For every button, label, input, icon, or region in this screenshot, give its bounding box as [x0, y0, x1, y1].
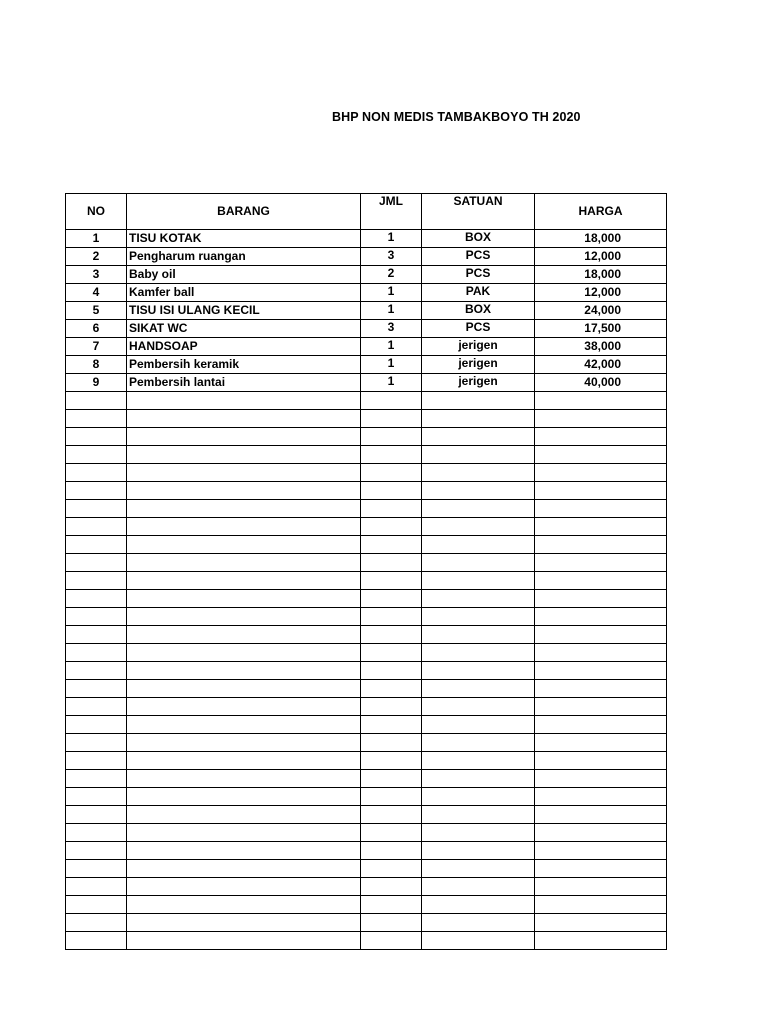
cell-satuan — [422, 392, 535, 410]
table-row — [66, 662, 667, 680]
cell-satuan — [422, 428, 535, 446]
cell-harga — [535, 626, 667, 644]
table-row — [66, 842, 667, 860]
cell-barang — [127, 932, 361, 950]
cell-satuan — [422, 608, 535, 626]
table-row — [66, 680, 667, 698]
cell-no — [66, 554, 127, 572]
cell-barang: TISU KOTAK — [127, 230, 361, 248]
cell-no — [66, 734, 127, 752]
table-row — [66, 608, 667, 626]
cell-jml — [361, 518, 422, 536]
cell-satuan — [422, 698, 535, 716]
cell-satuan: PCS — [422, 266, 535, 284]
table-row — [66, 284, 667, 302]
cell-no: 7 — [66, 338, 127, 356]
cell-harga — [535, 770, 667, 788]
cell-jml — [361, 482, 422, 500]
table-row — [66, 734, 667, 752]
cell-satuan — [422, 770, 535, 788]
cell-satuan — [422, 518, 535, 536]
cell-harga — [535, 752, 667, 770]
cell-barang — [127, 536, 361, 554]
cell-no — [66, 518, 127, 536]
cell-no: 4 — [66, 284, 127, 302]
table-row — [66, 392, 667, 410]
cell-barang — [127, 752, 361, 770]
cell-jml — [361, 806, 422, 824]
cell-no — [66, 752, 127, 770]
cell-harga — [535, 878, 667, 896]
cell-barang: Pembersih keramik — [127, 356, 361, 374]
cell-barang: Pengharum ruangan — [127, 248, 361, 266]
cell-jml — [361, 410, 422, 428]
cell-satuan — [422, 878, 535, 896]
cell-barang — [127, 788, 361, 806]
cell-jml — [361, 896, 422, 914]
cell-barang — [127, 860, 361, 878]
cell-harga — [535, 662, 667, 680]
cell-no — [66, 392, 127, 410]
cell-satuan: PAK — [422, 284, 535, 302]
cell-no — [66, 572, 127, 590]
items-table — [65, 193, 667, 950]
cell-barang — [127, 734, 361, 752]
cell-jml: 2 — [361, 266, 422, 284]
cell-jml — [361, 752, 422, 770]
table-row — [66, 500, 667, 518]
cell-barang — [127, 392, 361, 410]
cell-harga — [535, 806, 667, 824]
cell-barang — [127, 698, 361, 716]
cell-harga — [535, 914, 667, 932]
header-barang: BARANG — [127, 194, 361, 230]
cell-jml — [361, 590, 422, 608]
cell-satuan — [422, 716, 535, 734]
cell-no — [66, 644, 127, 662]
cell-jml — [361, 608, 422, 626]
cell-no — [66, 626, 127, 644]
table-row — [66, 572, 667, 590]
cell-barang — [127, 410, 361, 428]
cell-satuan — [422, 914, 535, 932]
cell-jml — [361, 572, 422, 590]
cell-satuan — [422, 500, 535, 518]
cell-harga — [535, 392, 667, 410]
cell-no — [66, 608, 127, 626]
header-satuan: SATUAN — [422, 194, 535, 230]
table-row — [66, 302, 667, 320]
cell-barang — [127, 662, 361, 680]
table-row — [66, 878, 667, 896]
cell-jml — [361, 770, 422, 788]
cell-satuan — [422, 410, 535, 428]
cell-jml: 1 — [361, 374, 422, 392]
cell-barang — [127, 626, 361, 644]
table-row — [66, 446, 667, 464]
cell-harga — [535, 572, 667, 590]
cell-barang — [127, 716, 361, 734]
table-row — [66, 320, 667, 338]
cell-no — [66, 464, 127, 482]
cell-satuan — [422, 824, 535, 842]
cell-satuan — [422, 842, 535, 860]
table-row — [66, 464, 667, 482]
cell-harga — [535, 500, 667, 518]
cell-jml — [361, 932, 422, 950]
cell-harga — [535, 932, 667, 950]
cell-barang — [127, 806, 361, 824]
cell-jml — [361, 680, 422, 698]
cell-satuan — [422, 662, 535, 680]
cell-jml — [361, 698, 422, 716]
cell-jml — [361, 446, 422, 464]
cell-barang — [127, 500, 361, 518]
cell-harga — [535, 860, 667, 878]
cell-barang — [127, 446, 361, 464]
cell-jml: 1 — [361, 284, 422, 302]
cell-harga — [535, 680, 667, 698]
cell-harga — [535, 734, 667, 752]
cell-harga: 12,000 — [535, 248, 667, 266]
cell-satuan — [422, 464, 535, 482]
table-row — [66, 356, 667, 374]
cell-harga — [535, 446, 667, 464]
cell-no: 5 — [66, 302, 127, 320]
cell-satuan: jerigen — [422, 338, 535, 356]
cell-no — [66, 878, 127, 896]
cell-no — [66, 698, 127, 716]
cell-harga: 17,500 — [535, 320, 667, 338]
cell-no — [66, 428, 127, 446]
cell-harga: 24,000 — [535, 302, 667, 320]
cell-harga — [535, 608, 667, 626]
cell-barang — [127, 590, 361, 608]
cell-harga — [535, 842, 667, 860]
cell-no: 8 — [66, 356, 127, 374]
cell-jml — [361, 716, 422, 734]
table-row — [66, 626, 667, 644]
table-row — [66, 338, 667, 356]
cell-satuan — [422, 788, 535, 806]
table-row — [66, 428, 667, 446]
cell-harga — [535, 428, 667, 446]
table-body — [66, 230, 667, 950]
table-row — [66, 914, 667, 932]
cell-harga: 42,000 — [535, 356, 667, 374]
cell-satuan — [422, 806, 535, 824]
cell-jml: 3 — [361, 320, 422, 338]
table-row — [66, 770, 667, 788]
cell-no — [66, 590, 127, 608]
cell-satuan: PCS — [422, 248, 535, 266]
cell-satuan — [422, 932, 535, 950]
table-row — [66, 932, 667, 950]
cell-jml: 1 — [361, 302, 422, 320]
cell-satuan: BOX — [422, 230, 535, 248]
cell-harga: 12,000 — [535, 284, 667, 302]
cell-barang — [127, 464, 361, 482]
document-title: BHP NON MEDIS TAMBAKBOYO TH 2020 — [332, 110, 581, 124]
table-row — [66, 716, 667, 734]
cell-barang — [127, 842, 361, 860]
cell-satuan — [422, 860, 535, 878]
cell-harga: 18,000 — [535, 230, 667, 248]
cell-no — [66, 860, 127, 878]
cell-jml — [361, 914, 422, 932]
table-row — [66, 698, 667, 716]
cell-no — [66, 410, 127, 428]
cell-barang — [127, 554, 361, 572]
cell-harga — [535, 644, 667, 662]
cell-barang: Pembersih lantai — [127, 374, 361, 392]
cell-no — [66, 680, 127, 698]
table-row — [66, 374, 667, 392]
table-row — [66, 554, 667, 572]
cell-no — [66, 842, 127, 860]
cell-jml — [361, 824, 422, 842]
cell-no: 2 — [66, 248, 127, 266]
cell-barang — [127, 518, 361, 536]
cell-satuan — [422, 572, 535, 590]
cell-barang — [127, 572, 361, 590]
header-harga: HARGA — [535, 194, 667, 230]
header-no: NO — [66, 194, 127, 230]
cell-no: 9 — [66, 374, 127, 392]
cell-barang: Kamfer ball — [127, 284, 361, 302]
cell-satuan — [422, 626, 535, 644]
cell-satuan — [422, 644, 535, 662]
cell-satuan: jerigen — [422, 356, 535, 374]
cell-jml — [361, 554, 422, 572]
cell-harga — [535, 716, 667, 734]
cell-barang: HANDSOAP — [127, 338, 361, 356]
cell-harga: 38,000 — [535, 338, 667, 356]
cell-satuan — [422, 896, 535, 914]
cell-harga — [535, 410, 667, 428]
table-header-row — [66, 194, 667, 230]
cell-no — [66, 536, 127, 554]
cell-jml — [361, 644, 422, 662]
table-row — [66, 824, 667, 842]
cell-harga — [535, 590, 667, 608]
cell-barang — [127, 824, 361, 842]
cell-jml — [361, 842, 422, 860]
cell-barang: SIKAT WC — [127, 320, 361, 338]
cell-jml: 1 — [361, 230, 422, 248]
cell-harga — [535, 554, 667, 572]
table-row — [66, 248, 667, 266]
cell-jml — [361, 500, 422, 518]
cell-no — [66, 932, 127, 950]
cell-jml — [361, 428, 422, 446]
table-row — [66, 806, 667, 824]
header-jml: JML — [361, 194, 422, 230]
table-row — [66, 860, 667, 878]
cell-satuan: BOX — [422, 302, 535, 320]
cell-no — [66, 446, 127, 464]
cell-barang — [127, 914, 361, 932]
cell-harga — [535, 536, 667, 554]
cell-barang — [127, 482, 361, 500]
table-row — [66, 410, 667, 428]
cell-jml: 1 — [361, 356, 422, 374]
cell-satuan — [422, 482, 535, 500]
cell-no — [66, 482, 127, 500]
cell-harga — [535, 482, 667, 500]
cell-no — [66, 806, 127, 824]
cell-jml — [361, 626, 422, 644]
cell-satuan: PCS — [422, 320, 535, 338]
cell-no: 3 — [66, 266, 127, 284]
table-row — [66, 266, 667, 284]
cell-jml — [361, 536, 422, 554]
cell-harga — [535, 698, 667, 716]
cell-jml — [361, 662, 422, 680]
table-row — [66, 590, 667, 608]
cell-harga — [535, 896, 667, 914]
cell-barang — [127, 896, 361, 914]
cell-barang: TISU ISI ULANG KECIL — [127, 302, 361, 320]
cell-harga — [535, 464, 667, 482]
table-row — [66, 536, 667, 554]
cell-barang: Baby oil — [127, 266, 361, 284]
cell-harga: 40,000 — [535, 374, 667, 392]
table-row — [66, 644, 667, 662]
cell-satuan: jerigen — [422, 374, 535, 392]
table-row — [66, 518, 667, 536]
table-row — [66, 230, 667, 248]
cell-jml — [361, 734, 422, 752]
cell-barang — [127, 644, 361, 662]
cell-satuan — [422, 680, 535, 698]
cell-satuan — [422, 446, 535, 464]
cell-no — [66, 824, 127, 842]
cell-barang — [127, 608, 361, 626]
cell-no — [66, 662, 127, 680]
table-row — [66, 482, 667, 500]
cell-barang — [127, 878, 361, 896]
cell-barang — [127, 770, 361, 788]
cell-jml — [361, 860, 422, 878]
cell-satuan — [422, 554, 535, 572]
cell-no — [66, 500, 127, 518]
cell-jml: 3 — [361, 248, 422, 266]
cell-no: 1 — [66, 230, 127, 248]
cell-satuan — [422, 536, 535, 554]
cell-satuan — [422, 590, 535, 608]
table-row — [66, 752, 667, 770]
cell-jml — [361, 464, 422, 482]
cell-jml — [361, 878, 422, 896]
table-row — [66, 896, 667, 914]
cell-no — [66, 896, 127, 914]
cell-no — [66, 788, 127, 806]
cell-jml — [361, 788, 422, 806]
cell-no: 6 — [66, 320, 127, 338]
cell-jml — [361, 392, 422, 410]
cell-satuan — [422, 734, 535, 752]
cell-harga: 18,000 — [535, 266, 667, 284]
table-row — [66, 788, 667, 806]
cell-barang — [127, 680, 361, 698]
cell-jml: 1 — [361, 338, 422, 356]
cell-no — [66, 770, 127, 788]
cell-no — [66, 716, 127, 734]
cell-harga — [535, 824, 667, 842]
cell-harga — [535, 788, 667, 806]
cell-harga — [535, 518, 667, 536]
cell-no — [66, 914, 127, 932]
cell-satuan — [422, 752, 535, 770]
cell-barang — [127, 428, 361, 446]
